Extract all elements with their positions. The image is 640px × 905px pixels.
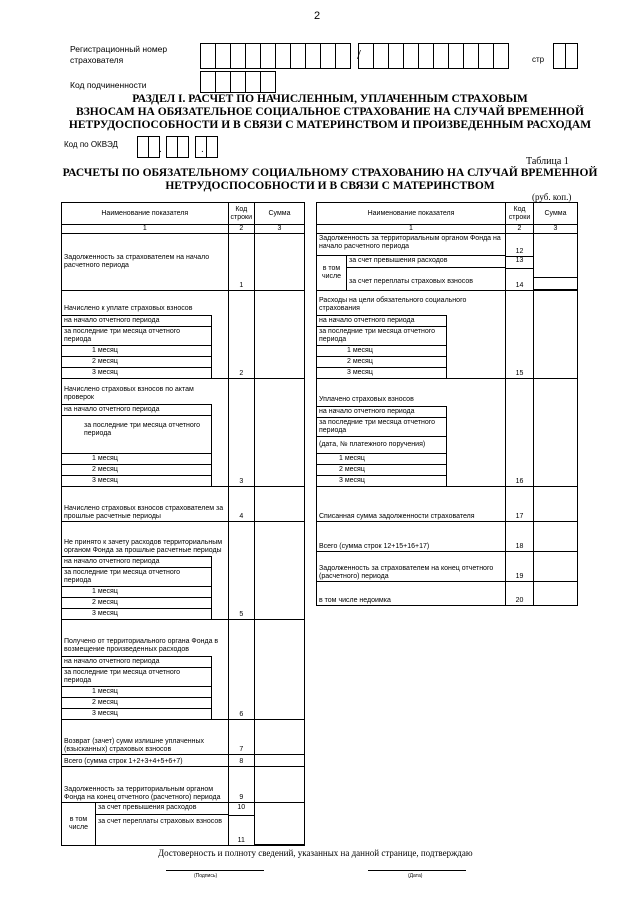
row-label [62, 379, 229, 487]
row-sub-14: за счет переплаты страховых взносов [349, 278, 473, 285]
code-char-box[interactable] [335, 43, 351, 69]
signature-line[interactable] [166, 870, 264, 871]
code-char-box[interactable] [215, 71, 231, 93]
row-code: 6 [228, 620, 254, 720]
table-row [317, 234, 578, 291]
table-row [317, 552, 578, 582]
date-line[interactable] [368, 870, 466, 871]
table-title-line1: РАСЧЕТЫ ПО ОБЯЗАТЕЛЬНОМУ СОЦИАЛЬНОМУ СТРАХОВАНИЮ НА СЛУЧАЙ ВРЕМЕННОЙ [62, 167, 598, 179]
confirm-text: Достоверность и полноту сведений, указанных на данной странице, подтверждаю [158, 848, 473, 858]
table-row [62, 379, 305, 487]
code-char-box[interactable] [388, 43, 404, 69]
code-char-box[interactable] [177, 136, 189, 158]
row-label [317, 291, 506, 379]
row-code: 3 [228, 379, 254, 487]
row-label [317, 379, 506, 487]
table-row [317, 582, 578, 606]
sum-cell[interactable] [534, 582, 578, 606]
code-char-box[interactable] [493, 43, 509, 69]
col-num-3: 3 [255, 225, 305, 234]
code-char-box[interactable] [418, 43, 434, 69]
sum-cell[interactable] [255, 720, 305, 755]
row-code: 8 [228, 755, 254, 767]
row-label: в том числе недоимка [317, 582, 506, 606]
code-char-box[interactable] [433, 43, 449, 69]
row-month-3: 3 месяц [62, 475, 212, 486]
code-char-box[interactable] [403, 43, 419, 69]
sum-cell[interactable] [255, 767, 305, 803]
row-label: Начислено страховых взносов страхователем за прошлые расчетные периоды [62, 487, 229, 522]
row-code-10: 10 [229, 804, 254, 816]
page-number: 2 [314, 10, 321, 22]
row-label [317, 234, 506, 291]
table-row [317, 487, 578, 522]
row-sub-a: на начало отчетного периода [62, 404, 212, 415]
sum-cell[interactable] [534, 487, 578, 522]
col-sum-header: Сумма [534, 203, 578, 225]
row-code-14: 14 [515, 282, 524, 289]
code-char-box[interactable] [565, 43, 578, 69]
row-text: Расходы на цели обязательного социального страхования [319, 297, 467, 312]
code-char-box[interactable] [463, 43, 479, 69]
row-text: Уплачено страховых взносов [319, 396, 414, 403]
code-char-box[interactable] [260, 71, 276, 93]
section-title-line3: НЕТРУДОСПОСОБНОСТИ И В СВЯЗИ С МАТЕРИНСТВОМ И ПРОИЗВЕДЕННЫМ РАСХОДАМ [68, 119, 592, 131]
row-month-1: 1 месяц [62, 586, 212, 597]
row-sub-b: за последние три месяца отчетного периода [62, 326, 212, 345]
okved-dot-1: . [159, 144, 162, 155]
row-code: 4 [228, 487, 254, 522]
table-title [60, 167, 600, 193]
row-sub-b: за последние три месяца отчетного периода [317, 326, 447, 345]
col-name-header: Наименование показателя [62, 203, 229, 225]
row-incl: в том числе [62, 803, 96, 845]
table-row [62, 620, 305, 720]
row-month-1: 1 месяц [317, 345, 447, 356]
row-sub-a: на начало отчетного периода [317, 406, 447, 417]
code-char-box[interactable] [373, 43, 389, 69]
row-code [506, 234, 534, 291]
row-code-13: 13 [506, 257, 533, 269]
row-code [228, 803, 254, 846]
right-table [316, 202, 578, 606]
col-num-2: 2 [228, 225, 254, 234]
col-num-1: 1 [317, 225, 506, 234]
row-code: 5 [228, 522, 254, 620]
code-char-box[interactable] [200, 43, 216, 69]
row-sub-a: на начало отчетного периода [62, 556, 212, 567]
row-label [62, 522, 229, 620]
sum-cell[interactable] [255, 620, 305, 720]
code-char-box[interactable] [320, 43, 336, 69]
code-char-box[interactable] [200, 71, 216, 93]
row-text: Начислено к уплате страховых взносов [64, 305, 193, 312]
row-code: 17 [506, 487, 534, 522]
row-label: Задолженность за страхователем на начало расчетного периода [62, 234, 229, 291]
row-label [62, 291, 229, 379]
row-label: Списанная сумма задолженности страхователя [317, 487, 506, 522]
row-month-1: 1 месяц [62, 686, 212, 697]
row-month-2: 2 месяц [62, 597, 212, 608]
row-code-12: 12 [506, 235, 533, 257]
table-row [62, 720, 305, 755]
section-title-line2: ВЗНОСАМ НА ОБЯЗАТЕЛЬНОЕ СОЦИАЛЬНОЕ СТРАХОВАНИЕ НА СЛУЧАЙ ВРЕМЕННОЙ [76, 106, 584, 118]
table-row [62, 522, 305, 620]
sum-cell[interactable] [255, 291, 305, 379]
row-code: 7 [228, 720, 254, 755]
table-title-line2: НЕТРУДОСПОСОБНОСТИ И В СВЯЗИ С МАТЕРИНСТВОМ [165, 180, 495, 192]
code-char-box[interactable] [305, 43, 321, 69]
row-label: Задолженность за территориальным органом Фонда на конец отчетного (расчетного) периода [62, 767, 229, 803]
row-month-3: 3 месяц [62, 708, 212, 719]
row-code: 9 [228, 767, 254, 803]
col-name-header: Наименование показателя [317, 203, 506, 225]
code-char-box[interactable] [245, 71, 261, 93]
table-row [62, 487, 305, 522]
row-sub-a: на начало отчетного периода [317, 315, 447, 326]
code-char-box[interactable] [230, 71, 246, 93]
row-month-2: 2 месяц [62, 464, 212, 475]
row-label: Задолженность за страхователем на конец отчетного (расчетного) периода [317, 552, 506, 582]
sum-cell[interactable] [534, 379, 578, 487]
section-title-line1: РАЗДЕЛ I. РАСЧЕТ ПО НАЧИСЛЕННЫМ, УПЛАЧЕННЫМ СТРАХОВЫМ [132, 93, 528, 105]
row-sub-13: за счет превышения расходов [347, 256, 505, 268]
table-row [317, 522, 578, 552]
row-code-11: 11 [237, 837, 245, 844]
row-code: 16 [506, 379, 534, 487]
row-incl: в том числе [317, 256, 347, 290]
row-code: 2 [228, 291, 254, 379]
row-month-3: 3 месяц [317, 367, 447, 378]
row-month-1: 1 месяц [317, 453, 447, 464]
row-text: Не принято к зачету расходов территориальным органом Фонда за прошлые расчетные периоды [64, 539, 223, 554]
row-text: Задолженность за территориальным органом Фонда на начало расчетного периода [317, 234, 505, 256]
row-month-1: 1 месяц [62, 453, 212, 464]
okved-label: Код по ОКВЭД [64, 140, 118, 149]
code-char-box[interactable] [206, 136, 218, 158]
sum-cell[interactable] [534, 552, 578, 582]
code-char-box[interactable] [275, 43, 291, 69]
col-num-2: 2 [506, 225, 534, 234]
row-sub-b: за последние три месяца отчетного периода [62, 415, 212, 453]
sum-cell[interactable] [255, 234, 305, 291]
row-code: 18 [506, 522, 534, 552]
sum-cell[interactable] [534, 234, 578, 291]
row-code: 1 [228, 234, 254, 291]
table-row [317, 291, 578, 379]
row-month-2: 2 месяц [62, 697, 212, 708]
units-label: (руб. коп.) [532, 192, 572, 202]
reg-label-line2: страхователя [70, 55, 124, 65]
col-num-3: 3 [534, 225, 578, 234]
sum-cell[interactable] [255, 803, 305, 846]
row-month-3: 3 месяц [62, 608, 212, 619]
reg-slash: / [357, 48, 361, 63]
row-sub-c: (дата, № платежного поручения) [317, 436, 447, 453]
row-label [62, 620, 229, 720]
row-text: Начислено страховых взносов по актам проверок [64, 386, 194, 401]
sum-cell[interactable] [534, 291, 578, 379]
row-sub-b: за последние три месяца отчетного периода [62, 567, 212, 586]
col-code-header: Код строки [506, 203, 534, 225]
row-code: 20 [506, 582, 534, 606]
table-row [62, 291, 305, 379]
table-row [62, 755, 305, 767]
col-code-header: Код строки [228, 203, 254, 225]
section-title [60, 93, 600, 132]
row-text: Получено от территориального органа Фонда в возмещение произведенных расходов [64, 638, 219, 653]
code-char-box[interactable] [478, 43, 494, 69]
signature-caption: (Подпись) [194, 873, 218, 879]
code-char-box[interactable] [230, 43, 246, 69]
row-month-2: 2 месяц [317, 356, 447, 367]
date-caption: (Дата) [408, 873, 423, 879]
reg-number-label [70, 44, 167, 66]
row-label: Всего (сумма строк 1+2+3+4+5+6+7) [62, 755, 229, 767]
sum-cell[interactable] [255, 755, 305, 767]
code-char-box[interactable] [290, 43, 306, 69]
row-sub-b: за последние три месяца отчетного периода [317, 417, 447, 436]
table-label: Таблица 1 [526, 156, 569, 167]
sum-cell[interactable] [255, 487, 305, 522]
left-table [61, 202, 305, 846]
table-row [317, 379, 578, 487]
sum-cell[interactable] [534, 522, 578, 552]
row-label: Всего (сумма строк 12+15+16+17) [317, 522, 506, 552]
page-label: стр [532, 55, 545, 64]
row-code: 15 [506, 291, 534, 379]
table-row [62, 767, 305, 803]
code-char-box[interactable] [215, 43, 231, 69]
row-sub-11: за счет переплаты страховых взносов [98, 818, 222, 825]
table-row [62, 803, 305, 846]
code-char-box[interactable] [245, 43, 261, 69]
row-sub-a: на начало отчетного периода [62, 656, 212, 667]
reg-label-line1: Регистрационный номер [70, 44, 168, 54]
row-month-3: 3 месяц [317, 475, 447, 486]
row-code: 19 [506, 552, 534, 582]
row-month-3: 3 месяц [62, 367, 212, 378]
col-sum-header: Сумма [255, 203, 305, 225]
row-month-2: 2 месяц [317, 464, 447, 475]
sum-cell[interactable] [255, 522, 305, 620]
sum-cell[interactable] [255, 379, 305, 487]
code-char-box[interactable] [448, 43, 464, 69]
row-label [62, 803, 229, 846]
subordination-label: Код подчиненности [70, 80, 147, 90]
row-sub-a: на начало отчетного периода [62, 315, 212, 326]
table-row [62, 234, 305, 291]
okved-dot-2: . [201, 144, 204, 155]
code-char-box[interactable] [260, 43, 276, 69]
row-month-1: 1 месяц [62, 345, 212, 356]
row-month-2: 2 месяц [62, 356, 212, 367]
row-label: Возврат (зачет) сумм излишне уплаченных (взысканных) страховых взносов [62, 720, 229, 755]
col-num-1: 1 [62, 225, 229, 234]
row-sub-b: за последние три месяца отчетного периода [62, 667, 212, 686]
row-sub-10: за счет превышения расходов [96, 803, 228, 815]
